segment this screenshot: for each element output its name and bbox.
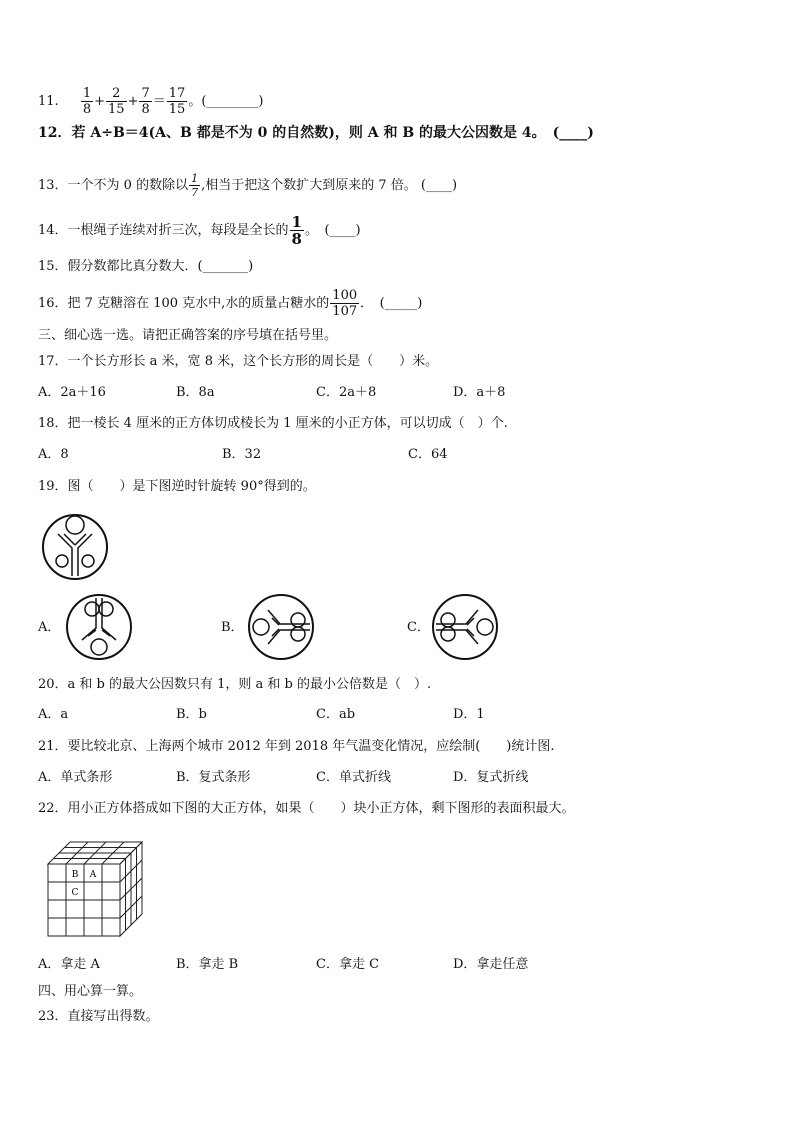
fraction-1-8: $\frac{1}{8}$ xyxy=(82,86,92,117)
question-15: 15．假分数都比真分数大．(_______) xyxy=(38,259,254,274)
q20-option-d[interactable]: D．1 xyxy=(453,707,485,722)
q20-option-b[interactable]: B．b xyxy=(176,707,207,722)
fraction-17-15: $\frac{17}{15}$ xyxy=(168,86,186,117)
q17-option-d[interactable]: D．a＋8 xyxy=(453,385,506,400)
question-18: 18．把一棱长 4 厘米的正方体切成棱长为 1 厘米的小正方体，可以切成（ ）个. xyxy=(38,416,508,431)
q21-option-c[interactable]: C．单式折线 xyxy=(316,770,391,785)
question-21: 21．要比较北京、上海两个城市 2012 年到 2018 年气温变化情况，应绘制( )统计图. xyxy=(38,739,555,754)
fraction-2-15: $\frac{2}{15}$ xyxy=(108,86,125,117)
question-19: 19．图（ ）是下图逆时针旋转 90°得到的。 xyxy=(38,479,316,494)
q22-option-a[interactable]: A．拿走 A xyxy=(38,957,100,972)
q19-option-c[interactable]: C． xyxy=(407,620,430,635)
plus-sign: + xyxy=(94,94,106,109)
q21-option-d[interactable]: D．复式折线 xyxy=(453,770,529,785)
q19-option-a[interactable]: A． xyxy=(38,620,61,635)
cube-label-a: A xyxy=(89,870,97,880)
question-11 xyxy=(38,86,263,117)
question-20: 20．a 和 b 的最大公因数只有 1，则 a 和 b 的最小公倍数是（ ）. xyxy=(38,677,432,692)
section-4-heading: 四、用心算一算。 xyxy=(38,984,143,999)
q20-option-a[interactable]: A．a xyxy=(38,707,69,722)
answer-blank[interactable]: 。(________) xyxy=(188,94,264,109)
q22-option-c[interactable]: C．拿走 C xyxy=(316,957,380,972)
fraction-7-8: $\frac{7}{8}$ xyxy=(141,86,150,117)
q18-option-c[interactable]: C．64 xyxy=(408,447,448,462)
q22-option-d[interactable]: D．拿走任意 xyxy=(453,957,529,972)
question-number: 11. xyxy=(38,94,59,109)
q21-option-b[interactable]: B．复式条形 xyxy=(176,770,251,785)
question-13: 13．一个不为 0 的数除以 $\frac{1}{7}$ ,相当于把这个数扩大到原来的 7 倍。 (____) xyxy=(38,172,458,199)
question-22: 22．用小正方体搭成如下图的大正方体，如果（ ）块小正方体，剩下图形的表面积最大。 xyxy=(38,801,575,816)
q18-option-b[interactable]: B．32 xyxy=(222,447,262,462)
q19-option-b-figure[interactable] xyxy=(246,592,316,662)
plus-sign: + xyxy=(127,94,139,109)
equals-sign: ＝ xyxy=(152,94,166,109)
q19-option-a-figure[interactable] xyxy=(64,592,134,662)
q17-option-b[interactable]: B．8a xyxy=(176,385,215,400)
cube-label-b: B xyxy=(71,870,79,880)
question-23: 23．直接写出得数。 xyxy=(38,1009,159,1024)
q19-option-b[interactable]: B． xyxy=(221,620,244,635)
question-16: 16．把 7 克糖溶在 100 克水中,水的质量占糖水的 $\frac{100}{107}$ ． (_____) xyxy=(38,288,423,319)
q22-option-b[interactable]: B．拿走 B xyxy=(176,957,239,972)
question-14: 14．一根绳子连续对折三次，每段是全长的 $\frac{1}{8}$ 。 (____) xyxy=(38,213,361,248)
question-17: 17．一个长方形长 a 米，宽 8 米，这个长方形的周长是（ ）米。 xyxy=(38,354,439,369)
q20-option-c[interactable]: C．ab xyxy=(316,707,356,722)
q21-option-a[interactable]: A．单式条形 xyxy=(38,770,113,785)
cube-label-c: C xyxy=(71,888,79,898)
section-3-heading: 三、细心选一选。请把正确答案的序号填在括号里。 xyxy=(38,328,338,343)
q22-cube-figure xyxy=(44,838,154,948)
fraction-100-107: $\frac{100}{107}$ xyxy=(332,288,358,319)
q18-option-a[interactable]: A．8 xyxy=(38,447,69,462)
fraction-1-8-bold: $\frac{1}{8}$ xyxy=(291,213,302,248)
q17-option-a[interactable]: A．2a＋16 xyxy=(38,385,106,400)
fraction-1-7: $\frac{1}{7}$ xyxy=(191,172,199,199)
q19-reference-figure xyxy=(40,512,110,582)
q17-option-c[interactable]: C．2a＋8 xyxy=(316,385,377,400)
question-12: 12．若 A÷B＝4(A、B 都是不为 0 的自然数)，则 A 和 B 的最大公因数是 4。 (____) xyxy=(38,125,594,141)
q19-option-c-figure[interactable] xyxy=(430,592,500,662)
